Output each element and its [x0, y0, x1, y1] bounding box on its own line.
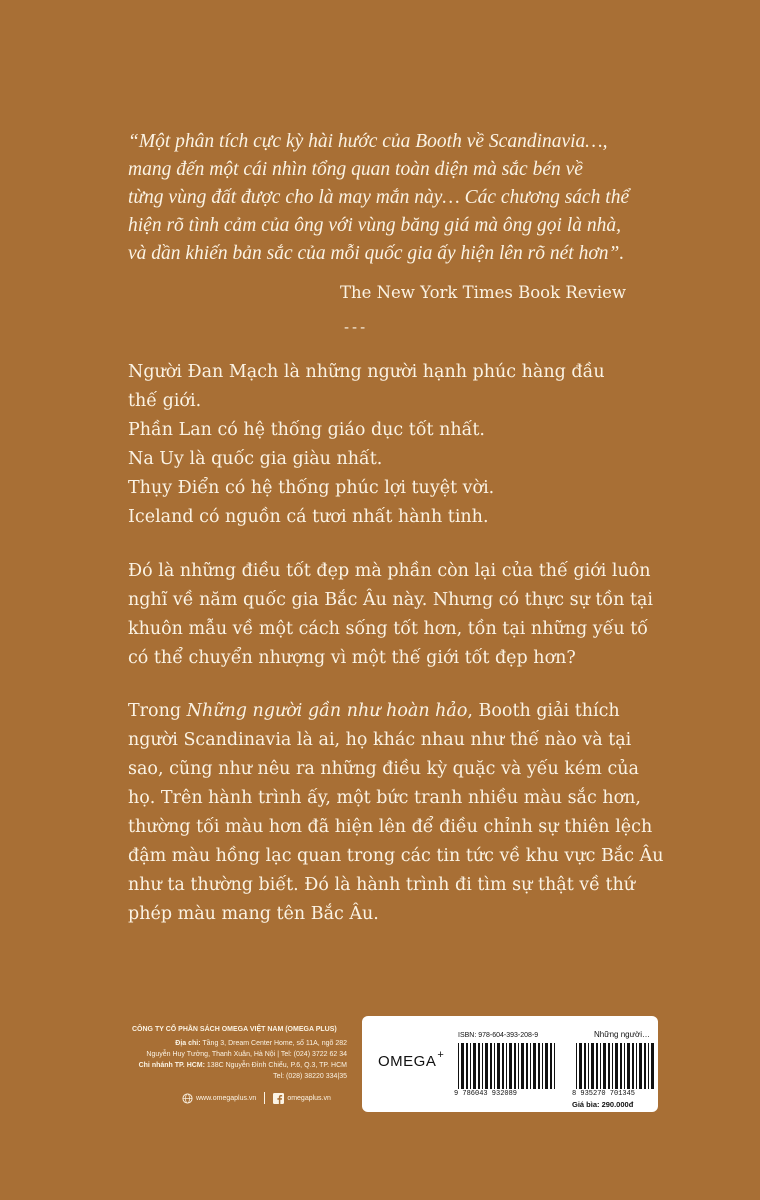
barcode-bar [482, 1043, 483, 1089]
barcode-bar [576, 1043, 577, 1089]
price-barcode-number: 8 935270 701345 [572, 1090, 636, 1098]
barcode-bar [550, 1043, 552, 1089]
paragraph-intro [128, 557, 668, 673]
facts-list [128, 358, 668, 532]
review-quote [128, 128, 668, 268]
barcode-bar [636, 1043, 637, 1089]
barcode-bar [545, 1043, 548, 1089]
barcode-bar [620, 1043, 622, 1089]
facebook-text: omegaplus.vn [287, 1094, 331, 1102]
barcode-bar [579, 1043, 582, 1089]
barcode-bar [461, 1043, 464, 1089]
paragraph-line: Đó là những điều tốt đẹp mà phần còn lại của thế giới luôn [128, 561, 651, 581]
barcode-bar [600, 1043, 601, 1089]
barcode-bar [521, 1043, 524, 1089]
barcode-bar [485, 1043, 488, 1089]
barcode-bar [615, 1043, 618, 1089]
section-divider: --- [344, 320, 369, 336]
address-line2: Nguyễn Huy Tưởng, Thanh Xuân, Hà Nội | Tel: (024) 3722 62 34 [146, 1051, 347, 1058]
logo-text: OMEGA [378, 1053, 437, 1070]
barcode-bar [509, 1043, 512, 1089]
barcode-bar [542, 1043, 543, 1089]
barcode-bar [502, 1043, 504, 1089]
barcode-panel [362, 1016, 658, 1112]
publisher-links [182, 1092, 362, 1104]
address-label: Địa chỉ: [175, 1040, 201, 1047]
line-rest: , Booth giải thích [467, 701, 620, 721]
barcode-bar [627, 1043, 630, 1089]
barcode-bar [497, 1043, 500, 1089]
branch-line2: Tel: (028) 38220 334|35 [273, 1073, 347, 1080]
paragraph-line: khuôn mẫu về một cách sống tốt hơn, tồn tại những yếu tố [128, 619, 649, 639]
publisher-company: CÔNG TY CỔ PHẦN SÁCH OMEGA VIỆT NAM (OMEGA PLUS) [132, 1026, 337, 1033]
branch-row [132, 1060, 347, 1071]
barcode-bar [584, 1043, 586, 1089]
barcode-bar [526, 1043, 528, 1089]
barcode-bar [588, 1043, 589, 1089]
book-title: Những người gần như hoàn hảo [186, 701, 468, 721]
barcode-bar [494, 1043, 495, 1089]
barcode-bar [466, 1043, 468, 1089]
paragraph-line: người Scandinavia là ai, họ khác nhau như thế nào và tại [128, 730, 632, 750]
paragraph-line [128, 697, 668, 726]
barcode-bar [473, 1043, 476, 1089]
paragraph-line: đậm màu hồng lạc quan trong các tin tức về khu vực Bắc Âu [128, 846, 664, 866]
isbn-text: ISBN: 978-604-393-208-9 [458, 1032, 539, 1039]
barcode-bar [596, 1043, 598, 1089]
price-barcode [576, 1043, 654, 1089]
paragraph-line: phép màu mang tên Bắc Âu. [128, 904, 379, 924]
omega-plus-logo [378, 1048, 445, 1070]
barcode-bar [603, 1043, 606, 1089]
website-text: www.omegaplus.vn [196, 1094, 257, 1102]
fact-line: Iceland có nguồn cá tươi nhất hành tinh. [128, 507, 489, 527]
quote-line: “Một phân tích cực kỳ hài hước của Booth về Scandinavia…, [128, 131, 608, 152]
barcode-bar [514, 1043, 516, 1089]
barcode-bar [644, 1043, 646, 1089]
globe-icon [182, 1093, 193, 1104]
paragraph-line: như ta thường biết. Đó là hành trình đi tìm sự thật về thứ [128, 875, 636, 895]
barcode-bar [612, 1043, 613, 1089]
barcode-bar [608, 1043, 610, 1089]
barcode-bar [506, 1043, 507, 1089]
barcode-bar [651, 1043, 654, 1089]
barcode-bar [624, 1043, 625, 1089]
cover-price: Giá bìa: 290.000đ [572, 1100, 634, 1109]
paragraph-line: sao, cũng như nêu ra những điều kỳ quặc và yếu kém của [128, 759, 639, 779]
paragraph-line: nghĩ về năm quốc gia Bắc Âu này. Nhưng có thực sự tồn tại [128, 590, 654, 610]
paragraph-summary [128, 697, 668, 929]
fact-line: Thụy Điển có hệ thống phúc lợi tuyệt vời. [128, 478, 495, 498]
barcode-bar [538, 1043, 540, 1089]
paragraph-line: thường tối màu hơn đã hiện lên để điều chỉnh sự thiên lệch [128, 817, 653, 837]
isbn-barcode [458, 1043, 558, 1089]
barcode-bar [478, 1043, 480, 1089]
fact-line: Phần Lan có hệ thống giáo dục tốt nhất. [128, 420, 485, 440]
barcode-bar [554, 1043, 555, 1089]
quote-line: hiện rõ tình cảm của ông với vùng băng giá mà ông gọi là nhà, [128, 215, 621, 236]
barcode-bar [639, 1043, 642, 1089]
fact-line: Người Đan Mạch là những người hạnh phúc hàng đầu [128, 362, 605, 382]
fact-line: Na Uy là quốc gia giàu nhất. [128, 449, 383, 469]
barcode-bar [490, 1043, 492, 1089]
facebook-link[interactable] [273, 1093, 331, 1104]
divider-line [264, 1092, 265, 1104]
intro-text: Trong [128, 701, 187, 721]
book-title-short: Những người… [594, 1030, 650, 1039]
barcode-bar [530, 1043, 531, 1089]
paragraph-line: có thể chuyển nhượng vì một thế giới tốt đẹp hơn? [128, 648, 576, 668]
facebook-icon [273, 1093, 284, 1104]
branch-label: Chi nhánh TP. HCM: [138, 1062, 205, 1069]
barcode-bar [648, 1043, 649, 1089]
paragraph-line: họ. Trên hành trình ấy, một bức tranh nhiều màu sắc hơn, [128, 788, 641, 808]
address-row [132, 1038, 347, 1049]
barcode-bar [470, 1043, 471, 1089]
isbn-barcode-number: 9 786043 932089 [454, 1090, 518, 1098]
fact-line: thế giới. [128, 391, 202, 411]
barcode-bar [533, 1043, 536, 1089]
barcode-bar [458, 1043, 459, 1089]
address-line1: Tầng 3, Dream Center Home, số 11A, ngõ 282 [200, 1040, 347, 1047]
barcode-bar [518, 1043, 519, 1089]
branch-line1: 138C Nguyễn Đình Chiểu, P.6, Q.3, TP. HCM [204, 1062, 347, 1069]
barcode-bar [591, 1043, 594, 1089]
quote-line: và dần khiến bản sắc của mỗi quốc gia ấy hiện lên rõ nét hơn”. [128, 243, 625, 264]
publisher-info [132, 1024, 347, 1082]
quote-line: mang đến một cái nhìn tổng quan toàn diện mà sắc bén về [128, 159, 583, 180]
quote-line: từng vùng đất được cho là may mắn này… Các chương sách thể [128, 187, 630, 208]
logo-plus: + [437, 1048, 445, 1061]
barcode-bar [632, 1043, 634, 1089]
website-link[interactable] [182, 1093, 256, 1104]
quote-attribution: The New York Times Book Review [339, 283, 626, 302]
